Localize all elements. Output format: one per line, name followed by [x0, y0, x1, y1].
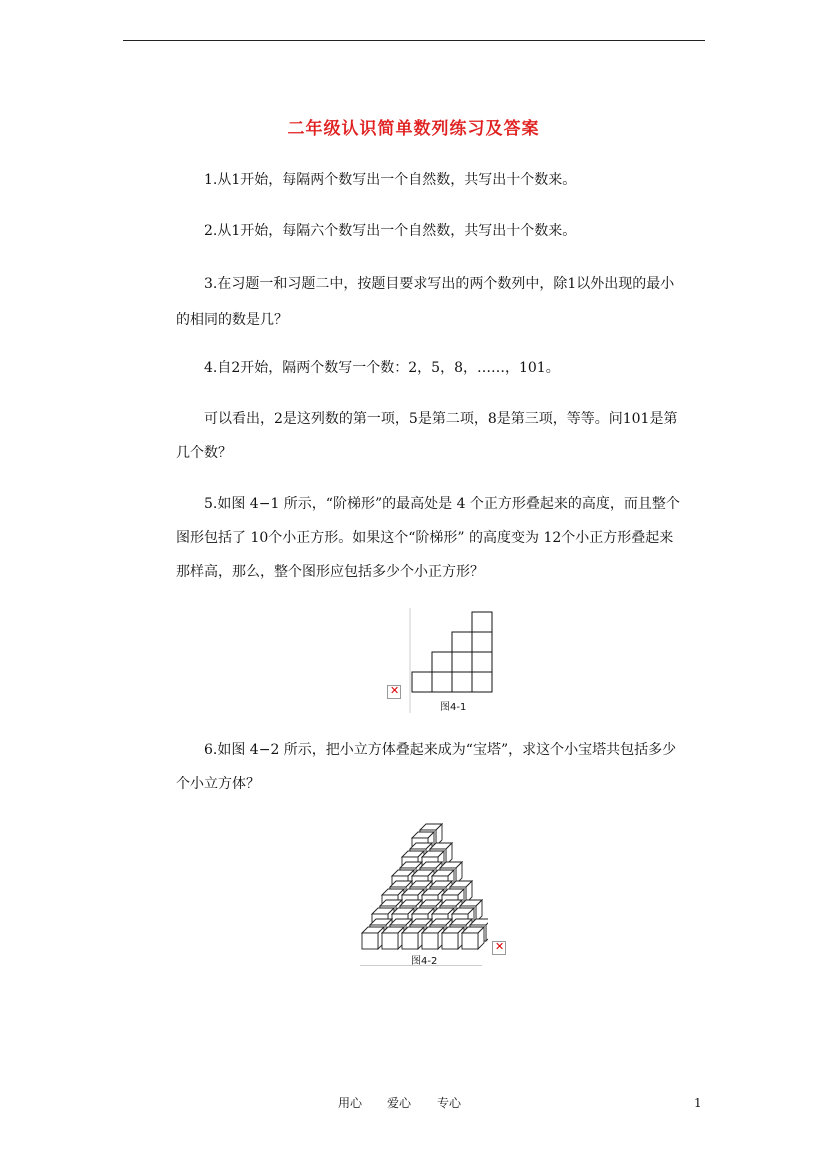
- cube: [462, 927, 484, 949]
- stair-square: [432, 652, 452, 672]
- question-2: [176, 214, 706, 248]
- question-1: [176, 163, 706, 197]
- stair-square: [452, 652, 472, 672]
- stair-square: [412, 672, 432, 692]
- footer-word-1: 用心: [338, 1096, 363, 1110]
- question-1-text: 1.从1开始，每隔两个数写出一个自然数，共写出十个数来。: [204, 172, 577, 188]
- question-4-followup-line-1: 可以看出，2是这列数的第一项，5是第二项，8是第三项，等等。问101是第: [204, 411, 678, 427]
- page-number: 1: [694, 1096, 702, 1110]
- stair-square: [472, 612, 492, 632]
- question-2-text: 2.从1开始，每隔六个数写出一个自然数，共写出十个数来。: [204, 223, 577, 239]
- cube: [442, 927, 464, 949]
- question-3: [176, 267, 706, 337]
- figure-4-2-caption: 图4-2: [411, 956, 438, 967]
- question-5-line-2: 图形包括了 10个小正方形。如果这个“阶梯形” 的高度变为 12个小正方形叠起来: [176, 530, 674, 546]
- question-5-line-3: 那样高，那么，整个图形应包括多少个小正方形？: [176, 564, 484, 580]
- cube: [402, 927, 424, 949]
- question-3-line-2: 的相同的数是几？: [176, 312, 288, 328]
- stair-square: [472, 632, 492, 652]
- question-5-line-1: 5.如图 4−1 所示，“阶梯形”的最高处是 4 个正方形叠起来的高度，而且整个: [204, 496, 680, 512]
- broken-image-glyph: ✕: [495, 940, 505, 953]
- question-4: [176, 351, 706, 385]
- question-4-followup-line-2: 几个数？: [176, 445, 232, 461]
- cube: [362, 927, 384, 949]
- stair-square: [472, 672, 492, 692]
- cube: [382, 927, 404, 949]
- footer-word-2: 爱心: [387, 1096, 412, 1110]
- question-6: [176, 733, 706, 801]
- footer-word-3: 专心: [437, 1096, 462, 1110]
- header-rule: [123, 40, 705, 41]
- question-3-line-1: 3.在习题一和习题二中，按题目要求写出的两个数列中，除1以外出现的最小: [204, 276, 675, 292]
- stair-square: [452, 672, 472, 692]
- broken-image-icon: [387, 685, 401, 699]
- figure-4-1: [385, 605, 505, 717]
- question-4-followup: [176, 402, 706, 470]
- figure-4-2: [358, 815, 510, 970]
- cube: [422, 927, 444, 949]
- stair-square: [432, 672, 452, 692]
- question-4-text: 4.自2开始，隔两个数写一个数：2，5，8，……，101。: [204, 360, 560, 376]
- stair-square: [452, 632, 472, 652]
- question-5: [176, 487, 706, 589]
- figure-4-1-caption: 图4-1: [440, 702, 467, 713]
- question-6-line-1: 6.如图 4−2 所示，把小立方体叠起来成为“宝塔”，求这个小宝塔共包括多少: [204, 742, 677, 758]
- document-title: 二年级认识简单数列练习及答案: [287, 119, 540, 139]
- cube-pyramid-diagram: [358, 815, 488, 955]
- broken-image-icon: [492, 941, 506, 955]
- figure-4-2-baseline: [360, 965, 482, 966]
- stair-square: [472, 652, 492, 672]
- question-6-line-2: 个小立方体？: [176, 776, 260, 792]
- broken-image-glyph: ✕: [390, 684, 400, 697]
